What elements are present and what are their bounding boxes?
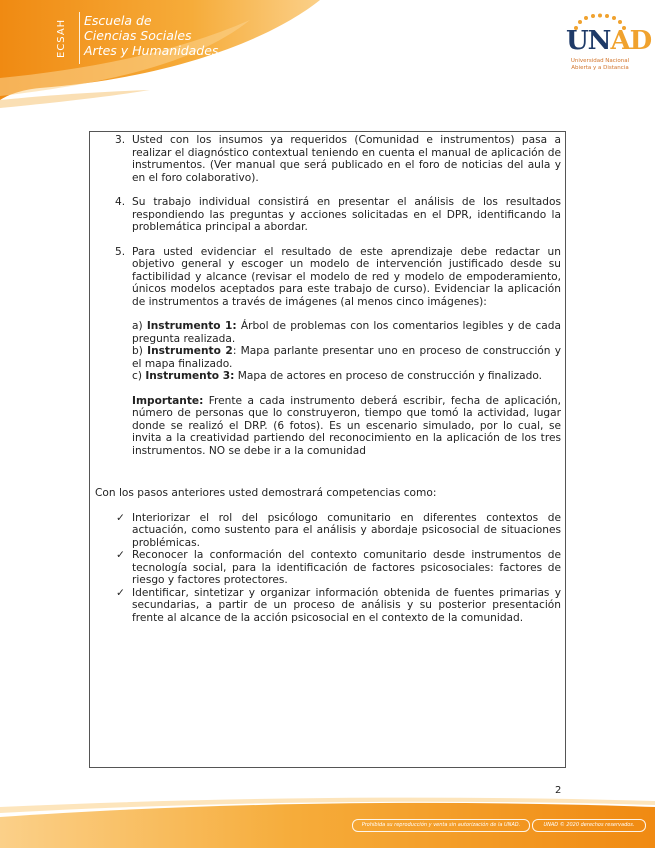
logo-word-main: UN [566, 26, 611, 56]
checkmark-icon: ✓ [116, 586, 125, 599]
list-item-step-3 [95, 134, 561, 184]
logo-subtitle-line: Abierta y a Distancia [571, 65, 629, 71]
list-item [95, 587, 561, 625]
instrument-prefix: b) [132, 345, 148, 357]
school-name [84, 13, 218, 58]
instrument-label: Instrumento 3: [145, 370, 235, 382]
item-number: 5. [115, 245, 126, 258]
instrument-text: Mapa de actores en proceso de construcción y finalizado. [234, 370, 543, 382]
item-number: 4. [115, 196, 126, 208]
item-number: 3. [115, 134, 126, 146]
page-footer [0, 795, 655, 848]
competencies-list [95, 512, 561, 625]
ecsah-acronym: ECSAH [56, 18, 67, 58]
competency-text: Identificar, sintetizar y organizar información obtenida de fuentes primarias y secundarias, a partir de un proceso de análisis y su posterior presentación frente al alcance de la acción psicosocial en el contexto de la comunidad. [132, 586, 561, 624]
document-body [95, 134, 561, 624]
instrument-text: : Mapa parlante presentar uno en proceso de construcción y el mapa finalizado. [132, 345, 561, 370]
instrument-2 [132, 345, 561, 370]
school-name-line: Artes y Humanidades [84, 43, 219, 58]
competency-text: Reconocer la conformación del contexto comunitario desde instrumentos de tecnología social, para la identificación de factores psicosociales: factores de riesgo y factores protectores. [132, 549, 561, 586]
footer-copyright-notice: Prohibida su reproducción y venta sin autorización de la UNAD. [352, 819, 530, 832]
important-note [132, 395, 561, 458]
list-item [95, 512, 561, 550]
footer-rights-notice: UNAD © 2020 derechos reservados. [532, 819, 646, 832]
important-text: Frente a cada instrumento deberá escribir, fecha de aplicación, número de personas que lo construyeron, tiempo que tomó la actividad, lugar donde se realizó el DRP. (6 fotos). Es un escenario simulado, por lo cual, se invita a la creatividad partiendo del reconocimiento en la aplicación de los tres instrumentos. NO se debe ir a la comunidad [132, 394, 561, 457]
school-name-line: Ciencias Sociales [84, 28, 192, 43]
instrument-3 [132, 370, 561, 383]
item-paragraph: Usted con los insumos ya requeridos (Comunidad e instrumentos) pasa a realizar el diagnóstico contextual teniendo en cuenta el manual de aplicación de instrumentos. (Ver manual que será publicado en el foro de noticias del aula y en el foro colaborativo). [132, 134, 561, 184]
page-number: 2 [555, 785, 562, 796]
instrument-prefix: c) [132, 370, 146, 382]
competencies-intro: Con los pasos anteriores usted demostrará competencias como: [95, 487, 437, 499]
instrument-label: Instrumento 2 [147, 345, 233, 357]
instrument-prefix: a) [132, 320, 147, 332]
list-item-step-5 [95, 246, 561, 458]
checkmark-icon: ✓ [116, 511, 125, 524]
logo-subtitle-line: Universidad Nacional [570, 58, 630, 64]
important-label: Importante: [132, 394, 204, 407]
logo-wordmark [566, 26, 652, 56]
page-header [0, 0, 655, 110]
unad-logo [566, 12, 652, 74]
school-name-line: Escuela de [84, 13, 152, 28]
header-divider [79, 12, 80, 64]
item-paragraph: Su trabajo individual consistirá en presentar el análisis de los resultados respondiendo las preguntas y acciones solicitadas en el DPR, identificando la problemática principal a abordar. [132, 196, 561, 233]
item-paragraph: Para usted evidenciar el resultado de este aprendizaje debe redactar un objetivo general y escoger un modelo de intervención justificado desde su factibilidad y alcance (revisar el modelo de red y modelo de empoderamiento, únicos modelos aceptados para este trabajo de curso). Evidenciar la aplicación de instrumentos a través de imágenes (al menos cinco imágenes): [132, 245, 561, 308]
list-item [95, 549, 561, 587]
instrument-1 [132, 320, 561, 345]
list-item-step-4 [95, 196, 561, 234]
instrument-label: Instrumento 1: [146, 320, 237, 332]
logo-word-accent: AD [610, 26, 652, 56]
logo-subtitle [566, 58, 634, 72]
instrument-text: Árbol de problemas con los comentarios legibles y de cada pregunta realizada. [132, 320, 561, 345]
checkmark-icon: ✓ [116, 549, 125, 561]
competency-text: Interiorizar el rol del psicólogo comunitario en diferentes contextos de actuación, como sustento para el análisis y abordaje psicosocial de situaciones problémicas. [132, 511, 561, 549]
